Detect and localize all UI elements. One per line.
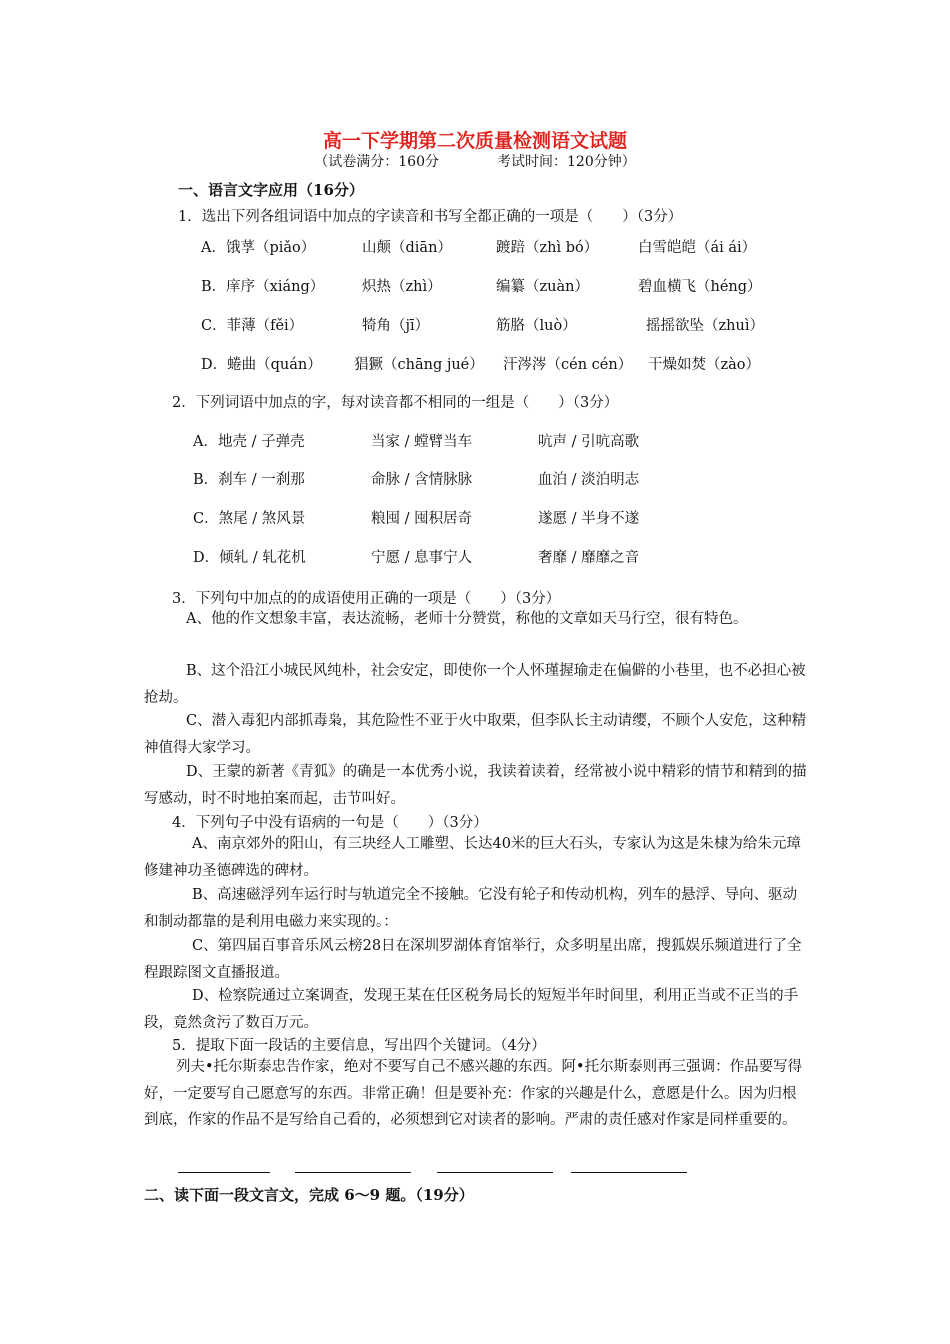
q1-option-c-4: 摇摇欲坠（zhuì） — [646, 318, 764, 334]
exam-time-text: 考试时间：120分钟） — [497, 154, 636, 170]
q4-option-b: B、高速磁浮列车运行时与轨道完全不接触。它没有轮子和传动机构，列车的悬浮、导向、驱动和制动都靠的是利用电磁力来实现的。： — [144, 887, 798, 930]
page-title: 高一下学期第二次质量检测语文试题 — [322, 130, 627, 152]
q1-option-a-2: 山颠（diān） — [362, 240, 452, 256]
q1-option-a-4: 白雪皑皑（ái ái） — [638, 240, 757, 256]
q4-option-d: D、检察院通过立案调查，发现王某在任区税务局长的短短半年时间里，利用正当或不正当的手段，竟然贪污了数百万元。 — [144, 988, 799, 1031]
answer-blank-2[interactable] — [295, 1172, 411, 1173]
section-1-heading: 一、语言文字应用（16分） — [178, 181, 364, 199]
q1-option-b-3: 编纂（zuàn） — [496, 279, 589, 295]
q1-option-b-2: 炽热（zhì） — [362, 279, 442, 295]
q2-option-c-1: C．煞尾 / 煞风景 — [193, 511, 306, 527]
section-2-heading: 二、读下面一段文言文，完成 6～9 题。（19分） — [144, 1186, 474, 1204]
q3-option-c: C、潜入毒犯内部抓毒枭，其危险性不亚于火中取栗，但李队长主动请缨，不顾个人安危，这种精神值得大家学习。 — [144, 713, 807, 756]
q1-option-d-4: 干燥如焚（zào） — [648, 357, 761, 373]
q1-option-c-2: 犄角（jī） — [362, 318, 430, 334]
exam-info — [0, 151, 950, 171]
q2-option-a-2: 当家 / 螳臂当车 — [371, 434, 473, 450]
q4-option-a: A、南京郊外的阳山，有三块经人工雕塑、长达40米的巨大石头，专家认为这是朱棣为给朱元璋修建神功圣德碑选的碑材。 — [144, 836, 801, 879]
question-4-stem: 4．下列句子中没有语病的一句是（ ）（3分） — [172, 815, 488, 831]
q3-option-b: B、这个沿江小城民风纯朴，社会安定，即使你一个人怀瑾握瑜走在偏僻的小巷里，也不必担心被抢劫。 — [144, 663, 806, 706]
q3-option-a: A、他的作文想象丰富，表达流畅，老师十分赞赏，称他的文章如天马行空，很有特色。 — [186, 611, 748, 627]
answer-blank-3[interactable] — [437, 1172, 553, 1173]
q1-option-a-3: 踱踣（zhì bó） — [496, 240, 599, 256]
question-2-stem: 2．下列词语中加点的字，每对读音都不相同的一组是（ ）（3分） — [172, 395, 619, 411]
question-5-stem: 5．提取下面一段话的主要信息，写出四个关键词。（4分） — [172, 1038, 546, 1054]
q2-option-c-2: 粮囤 / 囤积居奇 — [371, 511, 473, 527]
answer-blank-4[interactable] — [571, 1172, 687, 1173]
q1-option-a-1: A．饿莩（piǎo） — [201, 240, 316, 256]
q2-option-b-1: B．刹车 / 一刹那 — [193, 472, 305, 488]
q2-option-b-2: 命脉 / 含情脉脉 — [371, 472, 473, 488]
q2-option-d-3: 奢靡 / 靡靡之音 — [538, 550, 640, 566]
q1-option-b-1: B．庠序（xiáng） — [201, 279, 325, 295]
q2-option-a-3: 吭声 / 引吭高歌 — [538, 434, 640, 450]
q3-option-d: D、王蒙的新著《青狐》的确是一本优秀小说，我读着读着，经常被小说中精彩的情节和精到的描写感动，时不时地拍案而起，击节叫好。 — [144, 764, 807, 807]
q1-option-d-2: 猖獗（chāng jué） — [354, 357, 484, 373]
question-1-stem: 1．选出下列各组词语中加点的字读音和书写全都正确的一项是（ ）（3分） — [178, 209, 683, 225]
full-score-text: （试卷满分：160分 — [314, 154, 439, 170]
q1-option-b-4: 碧血横飞（héng） — [638, 279, 762, 295]
q1-option-c-1: C．菲薄（fěi） — [201, 318, 304, 334]
q2-option-c-3: 遂愿 / 半身不遂 — [538, 511, 640, 527]
q5-passage: 列夫•托尔斯泰忠告作家，绝对不要写自己不感兴趣的东西。阿•托尔斯泰则再三强调：作品要写得好，一定要写自己愿意写的东西。非常正确！但是要补充：作家的兴趣是什么，意愿是什么。因为归根到底，作家的作品不是写给自己看的，必须想到它对读者的影响。严肃的责任感对作家是同样重要的。 — [144, 1059, 803, 1128]
q2-option-d-1: D．倾轧 / 轧花机 — [193, 550, 306, 566]
question-3-stem: 3．下列句中加点的的成语使用正确的一项是（ ）（3分） — [172, 591, 561, 607]
q1-option-c-3: 筋胳（luò） — [496, 318, 577, 334]
q4-option-c: C、第四届百事音乐风云榜28日在深圳罗湖体育馆举行，众多明星出席，搜狐娱乐频道进行了全程跟踪图文直播报道。 — [144, 938, 802, 981]
answer-blank-1[interactable] — [178, 1172, 270, 1173]
q1-option-d-3: 汗涔涔（cén cén） — [503, 357, 633, 373]
q1-option-d-1: D．蜷曲（quán） — [201, 357, 322, 373]
q2-option-a-1: A．地壳 / 子弹壳 — [193, 434, 305, 450]
q2-option-d-2: 宁愿 / 息事宁人 — [371, 550, 473, 566]
q2-option-b-3: 血泊 / 淡泊明志 — [538, 472, 640, 488]
